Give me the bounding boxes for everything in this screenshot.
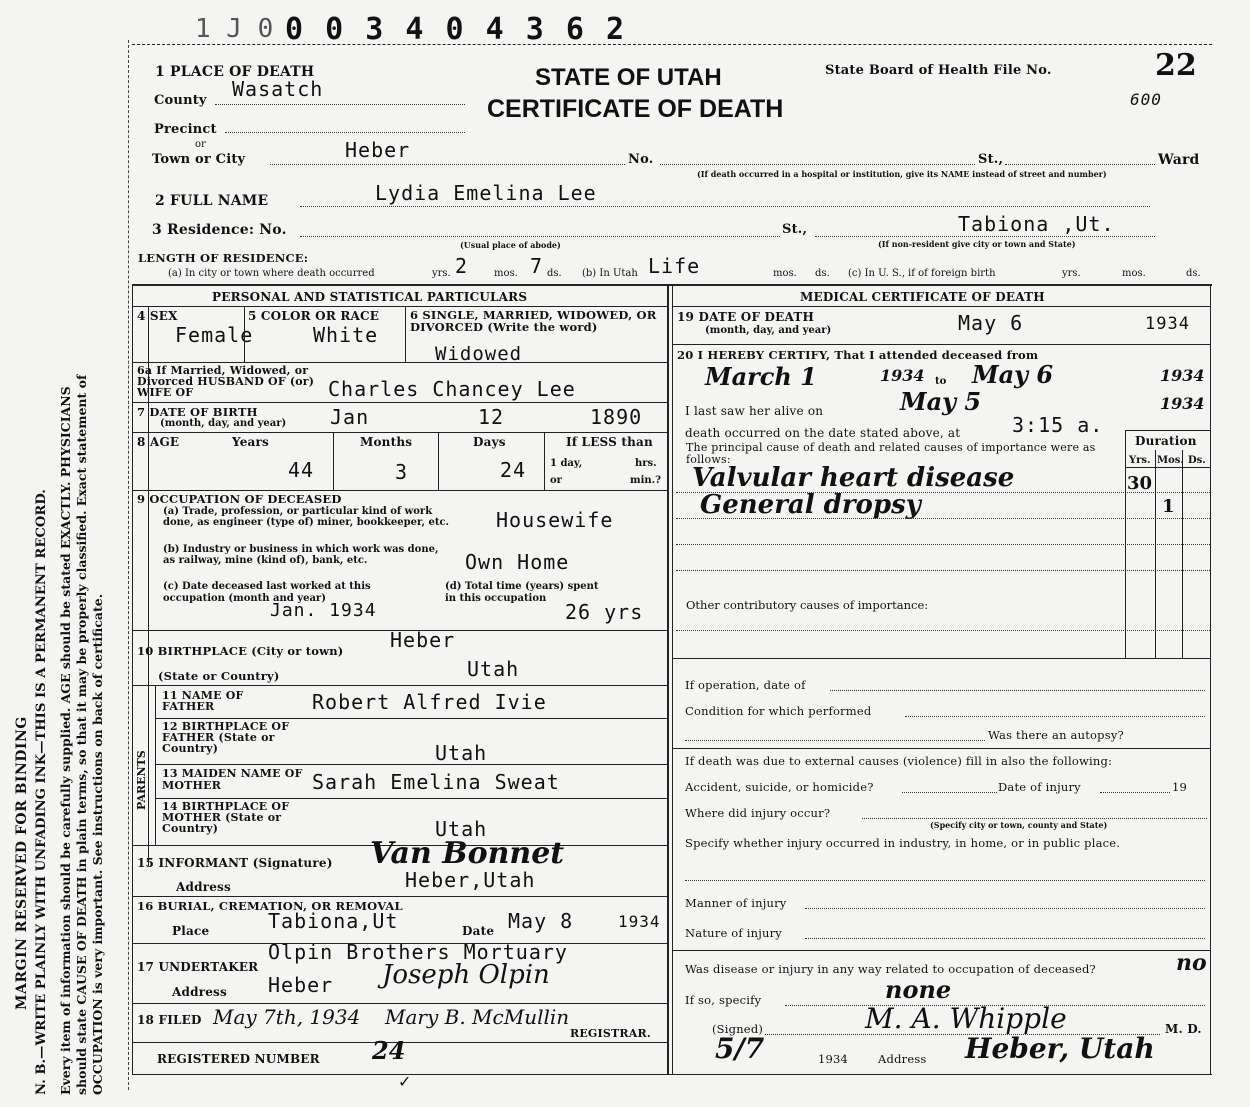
age-min-label: min.? [630,475,661,486]
residence-note-2: (If non-resident give city or town and State) [878,239,1076,249]
occupation-b-label: (b) Industry or business in which work was done, as railway, mine (kind of), bank, etc. [163,544,439,566]
cause-2: General dropsy [700,490,921,520]
occupation-label: 9 OCCUPATION OF DECEASED [137,492,342,506]
if-so-value: none [885,975,952,1004]
age-years-label: Years [232,435,270,449]
date-signed-year: 1934 [818,1052,849,1066]
filed-label: 18 FILED [137,1013,202,1027]
duration-label: Duration [1135,434,1197,448]
length-us-label: (c) In U. S., if of foreign birth [848,268,996,279]
precinct-label: Precinct [154,122,217,137]
cause-label: The principal cause of death and related causes of importance were as follows: [686,441,1096,466]
undertaker-signature: Joseph Olpin [382,960,550,990]
county-label: County [154,93,207,108]
file-number-sub: 600 [1130,90,1162,109]
occupation-c-label: (c) Date deceased last worked at this occupation (month and year) [163,581,371,604]
birthplace-city: Heber [390,628,456,652]
burial-place-label: Place [172,924,210,938]
mother-name: Sarah Emelina Sweat [312,770,560,794]
duration-mos: Mos. [1157,455,1184,466]
signed-label: (Signed) [712,1022,764,1036]
mother-birthplace-label: 14 BIRTHPLACE OF MOTHER (State or Country) [162,800,290,835]
length-yrs-value: 2 [455,254,469,278]
last-saw-year: 1934 [1160,394,1205,413]
document-number: 0 0 3 4 0 4 3 6 2 [285,12,627,47]
length-mos-label-3: mos. [1122,268,1146,279]
length-mos-label: mos. [494,268,518,279]
age-label: 8 AGE [137,435,180,449]
attended-to-label: to [935,376,947,387]
age-months-value: 3 [395,460,409,484]
length-mos-label-2: mos. [773,268,797,279]
death-occurred-label: death occurred on the date stated above, at [685,426,961,440]
husband-label: 6a If Married, Widowed, or Divorced HUSBAND OF (or) WIFE OF [137,364,315,399]
injury-year: 19 [1172,780,1188,794]
birthplace-state: Utah [467,657,520,681]
length-ds-label-3: ds. [1186,268,1201,279]
length-ds-label: ds. [547,268,562,279]
manner-label: Manner of injury [685,896,787,910]
registrar-signature: Mary B. McMullin [385,1005,570,1029]
margin-binding-text: MARGIN RESERVED FOR BINDING [14,716,30,1010]
dob-sub: (month, day, and year) [160,418,287,429]
personal-section-header: PERSONAL AND STATISTICAL PARTICULARS [212,290,528,304]
last-saw-date: May 5 [900,387,982,416]
length-ds-label-2: ds. [815,268,830,279]
margin-instructions-2: should state CAUSE OF DEATH in plain terms, so that it may be properly classified. Exact statement of [74,374,89,1095]
husband-value: Charles Chancey Lee [328,377,576,401]
burial-date: May 8 [508,909,574,933]
informant-signature: Van Bonnet [370,836,565,871]
file-number-label: State Board of Health File No. [825,63,1052,78]
operation-label: If operation, date of [685,678,806,692]
ward-label: Ward [1158,152,1200,168]
doc-prefix: 1 J 0 [195,14,274,44]
cause-2-months: 1 [1162,496,1175,517]
dob-year: 1890 [590,405,643,429]
informant-address-label: Address [176,880,231,894]
sex-label: 4 SEX [137,309,178,323]
length-yrs-label-2: yrs. [1062,268,1081,279]
if-so-label: If so, specify [685,993,762,1007]
date-of-death-year: 1934 [1145,314,1190,334]
full-name-label: 2 FULL NAME [155,193,269,209]
place-of-death-label: 1 PLACE OF DEATH [155,64,315,80]
residence-street-label: St., [782,222,808,237]
father-name-label: 11 NAME OF FATHER [162,689,244,713]
industry-value: Own Home [465,550,570,574]
attended-to-year: 1934 [1160,366,1205,385]
length-utah-value: Life [648,254,701,278]
undertaker-address-label: Address [172,985,227,999]
town-label: Town or City [152,152,246,167]
accident-label: Accident, suicide, or homicide? [685,780,874,794]
duration-yrs: Yrs. [1129,455,1151,466]
signature-address: Heber, Utah [965,1032,1155,1065]
occupation-d-label: (d) Total time (years) spent in this occupation [445,581,599,604]
length-of-residence-label: LENGTH OF RESIDENCE: [138,251,309,265]
date-of-death-label: 19 DATE OF DEATH [677,310,815,324]
marital-value: Widowed [435,343,523,365]
father-birthplace: Utah [435,741,488,765]
length-mos-value: 7 [530,254,544,278]
place-note: (If death occurred in a hospital or institution, give its NAME instead of street and number) [697,169,1107,179]
length-yrs-label: yrs. [432,268,451,279]
registrar-label: REGISTRAR. [570,1027,651,1040]
sex-value: Female [175,323,254,347]
margin-instructions-3: OCCUPATION is very important. See instructions on back of certificate. [90,593,105,1095]
file-number: 22 [1155,48,1197,83]
marital-label: 6 SINGLE, MARRIED, WIDOWED, OR DIVORCED (Write the word) [410,308,657,334]
margin-nb-text: N. B.—WRITE PLAINLY WITH UNFADING INK—THIS IS A PERMANENT RECORD. [34,489,49,1095]
birthplace-state-label: (State or Country) [158,669,280,683]
county-value: Wasatch [232,77,324,101]
certify-text: 20 I HEREBY CERTIFY, That I attended deceased from [677,348,1039,362]
informant-address: Heber,Utah [405,868,536,892]
last-saw-label: I last saw her alive on [685,404,824,418]
medical-section-header: MEDICAL CERTIFICATE OF DEATH [800,290,1045,304]
age-less-label: If LESS than [566,435,653,449]
undertaker-name: Olpin Brothers Mortuary [268,940,568,964]
binding-margin [0,0,130,1107]
margin-instructions-1: Every item of information should be carefully supplied. AGE should be stated EXACTLY. PHYSICIANS [58,386,73,1095]
full-name-value: Lydia Emelina Lee [375,181,597,205]
where-injury-label: Where did injury occur? [685,806,831,820]
color-value: White [313,323,379,347]
father-name: Robert Alfred Ivie [312,690,547,714]
physician-signature: M. A. Whipple [865,1002,1067,1035]
burial-label: 16 BURIAL, CREMATION, OR REMOVAL [137,899,403,913]
age-days-label: Days [473,435,506,449]
occupation-a-label: (a) Trade, profession, or particular kind of work done, as engineer (type of) miner, bookkeeper, etc. [163,506,450,528]
external-causes-label: If death was due to external causes (violence) fill in also the following: [685,754,1113,768]
last-worked-value: Jan. 1934 [270,600,377,621]
attended-from: March 1 [705,362,817,391]
age-years-value: 44 [288,458,315,482]
signature-address-label: Address [878,1052,927,1066]
residence-value: Tabiona ,Ut. [958,212,1115,236]
street-label: St., [978,152,1004,167]
mother-name-label: 13 MAIDEN NAME OF MOTHER [162,767,303,792]
death-time: 3:15 a. [1012,413,1104,437]
dob-label: 7 DATE OF BIRTH [137,405,258,419]
registered-number: 24 [372,1036,406,1065]
town-value: Heber [345,138,411,162]
other-causes-label: Other contributory causes of importance: [686,598,929,612]
undertaker-address: Heber [268,973,334,997]
residence-label: 3 Residence: No. [152,222,287,238]
dob-day: 12 [478,405,505,429]
duration-ds: Ds. [1188,455,1206,466]
parents-label: PARENTS [135,750,148,810]
undertaker-label: 17 UNDERTAKER [137,960,259,974]
occupation-value: Housewife [496,508,614,532]
age-days-value: 24 [500,458,527,482]
date-of-death-value: May 6 [958,311,1024,335]
nature-label: Nature of injury [685,926,782,940]
dob-month: Jan [330,405,370,429]
md-label: M. D. [1165,1022,1202,1036]
attended-to: May 6 [972,360,1054,389]
father-birthplace-label: 12 BIRTHPLACE OF FATHER (State or Country) [162,720,290,755]
age-hrs-label: hrs. [635,458,657,469]
birthplace-label: 10 BIRTHPLACE (City or town) [137,644,344,658]
check-mark-icon: ✓ [398,1072,412,1091]
autopsy-label: Was there an autopsy? [988,728,1124,742]
filed-date: May 7th, 1934 [213,1005,361,1029]
number-label: No. [628,152,654,167]
residence-note-1: (Usual place of abode) [460,240,561,250]
specify-injury-label: Specify whether injury occurred in industry, in home, or in public place. [685,836,1121,850]
cause-1: Valvular heart disease [692,463,1015,493]
occupation-related-value: no [1176,950,1207,976]
mother-birthplace: Utah [435,817,488,841]
state-title: STATE OF UTAH [535,64,722,91]
date-signed: 5/7 [715,1032,765,1065]
age-or-label: or [550,475,562,486]
where-injury-note: (Specify city or town, county and State) [930,820,1108,830]
length-city-label: (a) In city or town where death occurred [168,268,375,279]
date-of-death-sub: (month, day, and year) [705,325,832,336]
registered-number-label: REGISTERED NUMBER [157,1052,320,1066]
total-time-value: 26 yrs [565,600,644,624]
occupation-related-label: Was disease or injury in any way related to occupation of deceased? [685,962,1096,976]
age-day-label: 1 day, [550,458,583,469]
length-utah-label: (b) In Utah [582,268,638,279]
injury-date-label: Date of injury [998,780,1081,794]
burial-year: 1934 [618,912,661,931]
or-label: or [195,139,206,150]
burial-date-label: Date [462,924,495,938]
certificate-title: CERTIFICATE OF DEATH [487,95,784,123]
informant-label: 15 INFORMANT (Signature) [137,856,333,870]
burial-place: Tabiona,Ut [268,909,399,933]
cause-1-years: 30 [1127,473,1153,494]
attended-from-year: 1934 [880,366,925,385]
color-label: 5 COLOR OR RACE [248,309,380,323]
age-months-label: Months [360,435,413,449]
condition-label: Condition for which performed [685,704,872,718]
